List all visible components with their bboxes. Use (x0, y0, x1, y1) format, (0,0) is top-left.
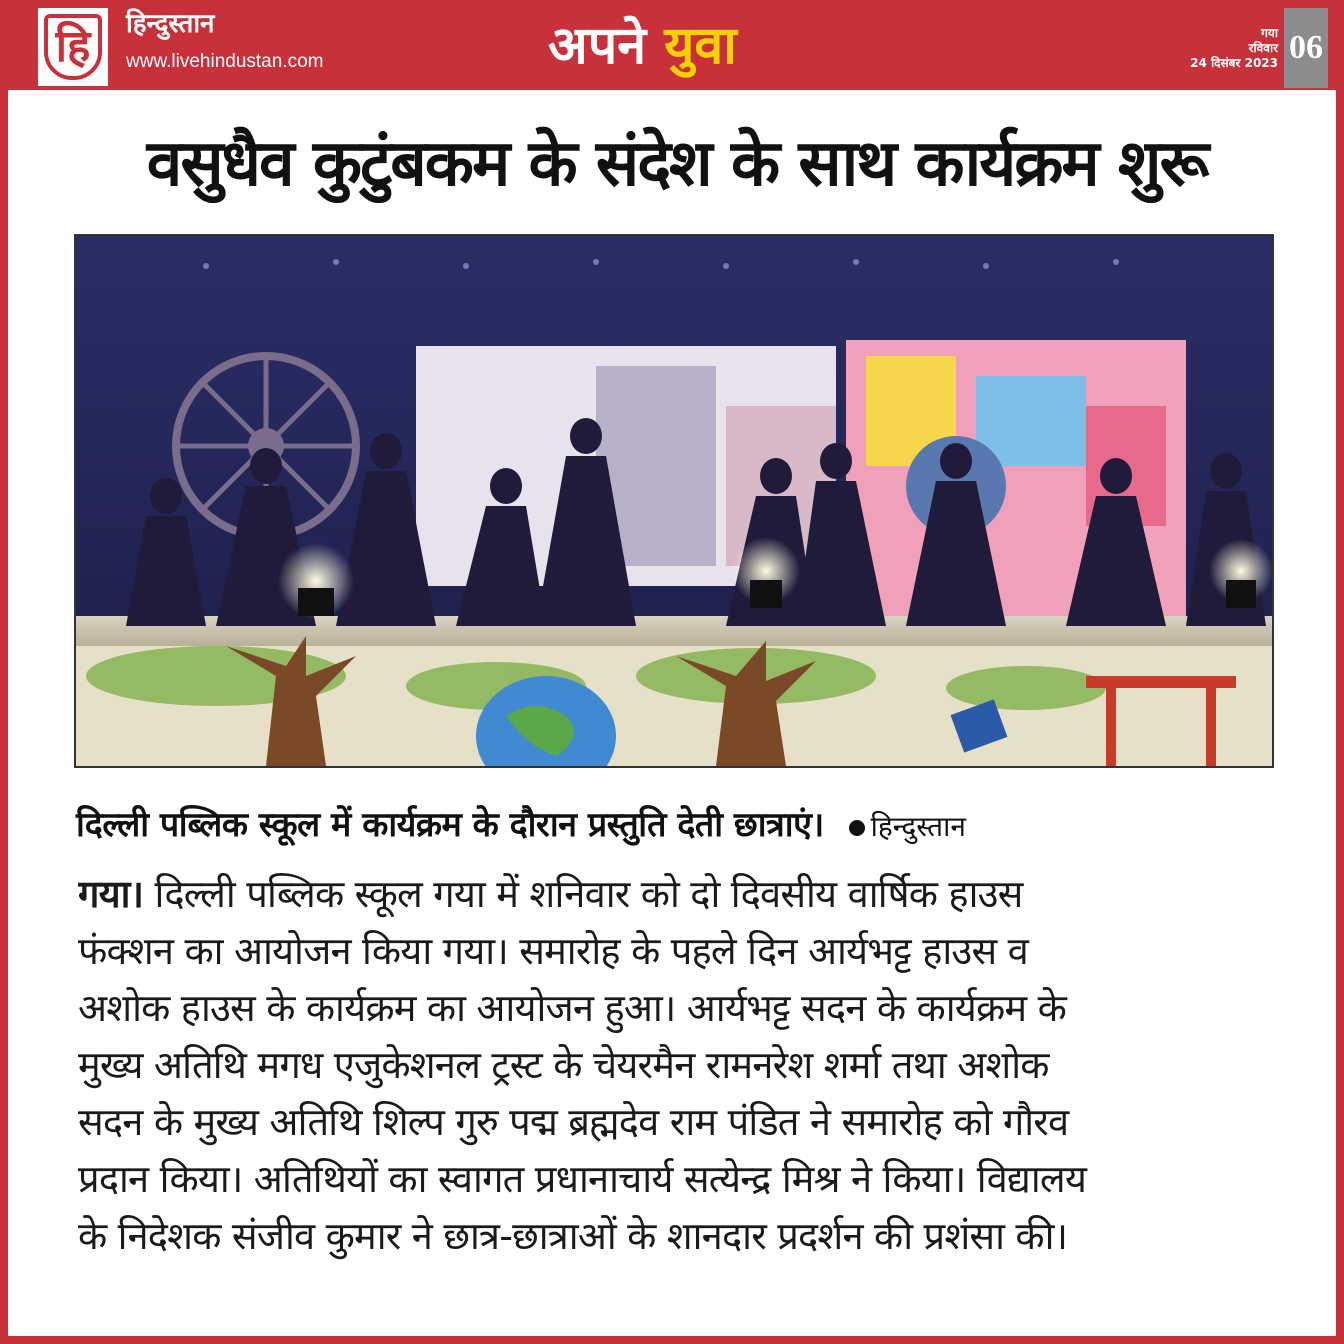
headline: वसुधैव कुटुंबकम के संदेश के साथ कार्यक्रम शुरू (146, 127, 1208, 201)
newspaper-clipping (8, 0, 1336, 1336)
logo-glyph: हि (55, 21, 91, 72)
caption-text: दिल्ली पब्लिक स्कूल में कार्यक्रम के दौरान प्रस्तुति देती छात्राएं। (76, 805, 824, 845)
shield-icon (44, 14, 102, 80)
section-word-2: युवा (664, 16, 737, 76)
section-word-1: अपने (548, 16, 647, 76)
logo (36, 6, 110, 88)
dateline: गया। (78, 872, 144, 916)
body-line: प्रदान किया। अतिथियों का स्वागत प्रधानाचार्य सत्येन्द्र मिश्र ने किया। विद्यालय (78, 1157, 1087, 1201)
body-line (78, 866, 1278, 923)
brand-name: हिन्दुस्तान (126, 9, 215, 39)
stage-performance-photo (74, 234, 1274, 768)
photo-credit-text: हिन्दुस्तान (870, 810, 966, 843)
edition-meta (1158, 26, 1278, 71)
section-title (548, 8, 737, 84)
masthead (8, 0, 1336, 90)
photo-caption (76, 794, 1276, 856)
article-body (78, 866, 1278, 1286)
body-line: फंक्शन का आयोजन किया गया। समारोह के पहले दिन आर्यभट्ट हाउस व (78, 929, 1028, 973)
body-line: अशोक हाउस के कार्यक्रम का आयोजन हुआ। आर्यभट्ट सदन के कार्यक्रम के (78, 986, 1066, 1030)
bullet-icon (849, 820, 865, 836)
body-line-text: दिल्ली पब्लिक स्कूल गया में शनिवार को दो दिवसीय वार्षिक हाउस (143, 872, 1023, 916)
body-line: मुख्य अतिथि मगध एजुकेशनल ट्रस्ट के चेयरमैन रामनरेश शर्मा तथा अशोक (78, 1043, 1049, 1087)
page-number: 06 (1284, 8, 1328, 88)
body-line: के निदेशक संजीव कुमार ने छात्र-छात्राओं के शानदार प्रदर्शन की प्रशंसा की। (78, 1214, 1068, 1258)
website-link[interactable]: www.livehindustan.com (126, 51, 324, 72)
photo-credit (849, 810, 966, 843)
edition-date: 24 दिसंबर 2023 (1190, 56, 1278, 70)
body-line: सदन के मुख्य अतिथि शिल्प गुरु पद्म ब्रह्मदेव राम पंडित ने समारोह को गौरव (78, 1100, 1069, 1144)
stage-photo-illustration (76, 236, 1272, 766)
edition-day: रविवार (1248, 41, 1278, 55)
edition-city: गया (1261, 26, 1278, 40)
